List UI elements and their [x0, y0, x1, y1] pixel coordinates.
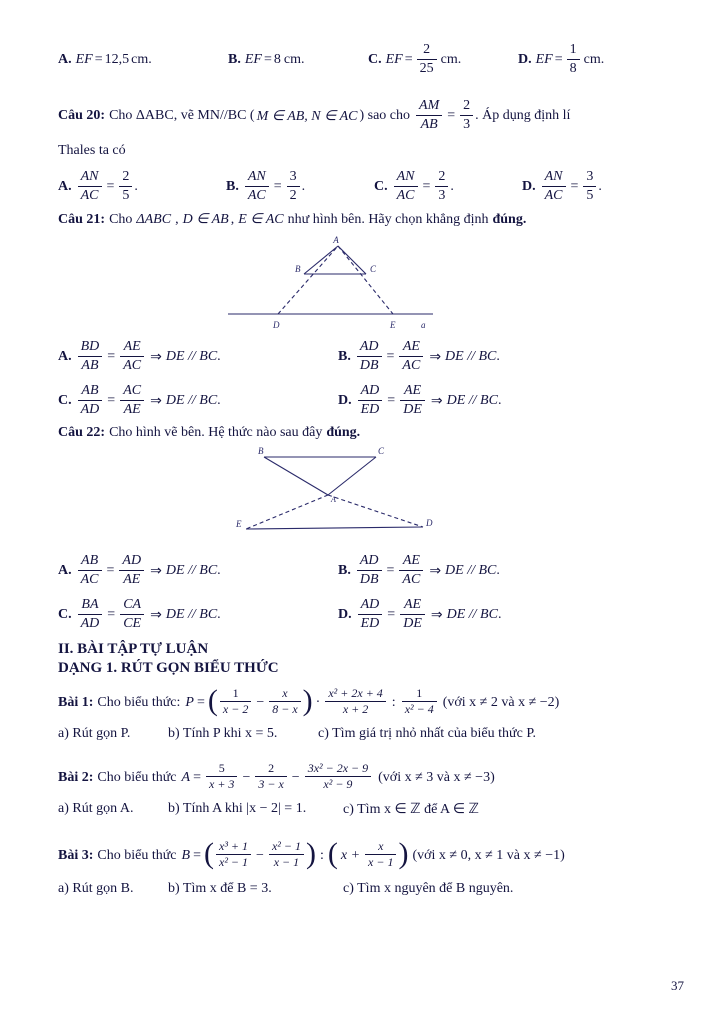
q21-option-c: [58, 383, 338, 419]
right-paren-2: ): [398, 836, 409, 870]
option-value: 12,5: [104, 52, 130, 67]
option-period: .: [217, 563, 221, 578]
equals-sign: =: [273, 179, 282, 194]
conclusion: DE // BC: [165, 349, 218, 364]
implies-sign: ⇒: [150, 607, 162, 623]
fraction-numerator: CA: [120, 596, 144, 615]
question-text-3: . Áp dụng định lí: [475, 108, 571, 123]
exercise-text: Cho biểu thức:: [97, 694, 181, 710]
conclusion: DE // BC: [445, 349, 497, 364]
fraction-numerator: 3: [287, 168, 300, 187]
option-unit: cm: [131, 52, 149, 67]
fraction-numerator: AM: [416, 97, 442, 116]
fraction-denominator: x − 2: [222, 702, 249, 716]
fraction-numerator: 5: [206, 761, 237, 777]
fraction-numerator: AD: [357, 338, 382, 357]
fraction-numerator: x² − 1: [269, 839, 304, 855]
fraction: [567, 41, 580, 77]
question-text: Cho: [109, 211, 133, 227]
fraction-numerator: AN: [394, 168, 418, 187]
option-period: .: [496, 563, 500, 578]
fraction-denominator: x + 2: [342, 702, 369, 716]
option-label: A.: [58, 179, 72, 194]
condition-2: E ∈ AC: [238, 212, 284, 227]
fraction-numerator: AE: [399, 338, 423, 357]
option-unit: cm: [440, 52, 458, 67]
option-unit: cm: [283, 52, 301, 67]
bai3-sub-a: a) Rút gọn B.: [58, 881, 134, 896]
option-label: C.: [368, 52, 382, 67]
option-period: .: [217, 349, 221, 364]
right-paren: ): [302, 683, 313, 717]
equals-sign: =: [94, 52, 103, 67]
exercise-text: Cho biểu thức: [97, 847, 177, 863]
q21-answer-row-2: [58, 383, 678, 419]
fraction-numerator: AD: [358, 382, 383, 401]
fraction-right: [120, 596, 144, 632]
fraction-right: [120, 382, 144, 418]
option-label: D.: [522, 179, 536, 194]
option-label: C.: [58, 607, 72, 622]
equals-sign: =: [193, 769, 201, 785]
fraction-left: [78, 338, 103, 374]
question-text: Cho hình vẽ bên. Hệ thức nào sau đây: [109, 425, 323, 440]
q22-question: [58, 425, 678, 441]
equals-sign: =: [386, 563, 395, 578]
figure-label-E: E: [390, 320, 396, 330]
fraction-denominator: 5: [122, 187, 130, 203]
colon-divide: :: [319, 847, 324, 863]
fraction-numerator: BA: [78, 596, 103, 615]
fraction-numerator: 1: [220, 686, 251, 702]
bai2-statement: [58, 762, 678, 793]
q21-option-b: [338, 339, 500, 375]
fraction-numerator: 2: [255, 761, 286, 777]
fraction-denominator: 8 − x: [272, 702, 298, 716]
conclusion: DE // BC: [165, 607, 218, 622]
fraction-denominator: AC: [123, 357, 142, 373]
fraction-denominator: 5: [586, 187, 594, 203]
option-label: D.: [338, 393, 352, 408]
fraction-numerator: AB: [78, 552, 102, 571]
fraction-denominator: DE: [403, 615, 422, 631]
equals-sign: =: [387, 393, 396, 408]
fraction-an-ac: [542, 168, 566, 204]
fraction-numerator: 2: [417, 41, 437, 60]
question-number: Câu 20:: [58, 108, 106, 123]
fraction-an-ac: [78, 168, 102, 204]
expression-variable: P: [185, 694, 194, 710]
expression-variable: A: [181, 769, 191, 785]
q19-option-a: [58, 52, 228, 68]
implies-sign: ⇒: [430, 607, 443, 623]
fraction-am-ab: [416, 97, 442, 133]
fraction-1: [216, 839, 251, 870]
fraction-denominator: 3 − x: [258, 777, 284, 791]
option-label: B.: [338, 349, 351, 364]
figure-label-C: C: [378, 447, 385, 456]
option-value: 8: [273, 52, 281, 67]
bai1-statement: [58, 683, 678, 718]
option-period: .: [148, 52, 152, 67]
fraction-denominator: ED: [360, 615, 380, 631]
section-heading-2: DẠNG 1. RÚT GỌN BIỂU THỨC: [58, 660, 279, 676]
fraction-value: [460, 97, 473, 133]
fraction-value: [119, 168, 132, 204]
exercise-number: Bài 1:: [58, 694, 94, 710]
exercise-condition: (với x ≠ 0, x ≠ 1 và x ≠ −1): [412, 847, 565, 863]
option-label: B.: [228, 52, 241, 67]
question-number: Câu 22:: [58, 425, 106, 440]
equals-sign: =: [107, 349, 116, 364]
q19-answer-row: [58, 42, 678, 78]
bai3-statement: [58, 836, 678, 871]
fraction-denominator: CE: [123, 615, 142, 631]
fraction-denominator: DB: [359, 571, 379, 587]
fraction-right: [400, 382, 425, 418]
q20-answer-row: [58, 169, 678, 205]
fraction-2: [269, 839, 304, 870]
option-label: C.: [374, 179, 388, 194]
q22-answer-row-2: [58, 597, 678, 633]
fraction-right: [119, 552, 144, 588]
fraction-numerator: AN: [78, 168, 102, 187]
option-unit: cm: [583, 52, 601, 67]
fraction-denominator: AE: [123, 401, 141, 417]
figure-label-C: C: [370, 264, 377, 274]
q20-question: [58, 98, 678, 134]
option-period: .: [450, 179, 454, 194]
equals-sign: =: [193, 847, 201, 863]
q19-option-c: [368, 42, 518, 78]
right-paren-1: ): [305, 836, 316, 870]
fraction-1: [220, 686, 251, 717]
implies-sign: ⇒: [150, 349, 162, 365]
q22-option-d: [338, 597, 501, 633]
equals-sign: =: [263, 52, 272, 67]
q20-option-b: [226, 169, 374, 205]
page-content: [58, 42, 678, 899]
conclusion: DE // BC: [165, 393, 218, 408]
q21-figure: [58, 236, 678, 331]
fraction-denominator: ED: [360, 401, 380, 417]
option-label: D.: [338, 607, 352, 622]
fraction-numerator: AN: [542, 168, 566, 187]
implies-sign: ⇒: [430, 393, 443, 409]
exercise-condition: (với x ≠ 3 và x ≠ −3): [378, 769, 495, 785]
minus-sign-2: −: [291, 769, 300, 785]
fraction-an-ac: [394, 168, 418, 204]
fraction-denominator: x² − 1: [219, 855, 249, 869]
fraction-left: [78, 596, 103, 632]
q21-option-d: [338, 383, 501, 419]
fraction-right: [400, 596, 425, 632]
bai2-sub-c: c) Tìm x ∈ ℤ để A ∈ ℤ: [343, 802, 479, 817]
fraction-denominator: AB: [81, 357, 99, 373]
fraction-denominator: x² − 9: [323, 777, 353, 791]
fraction-left: [78, 552, 102, 588]
fraction-denominator: AC: [402, 357, 421, 373]
left-paren-2: (: [327, 836, 338, 870]
fraction-numerator: 2: [435, 168, 448, 187]
fraction-4: [402, 686, 437, 717]
fraction-right: [120, 338, 144, 374]
fraction-denominator: AC: [80, 571, 99, 587]
exercise-text: Cho biểu thức: [97, 769, 177, 785]
equals-sign: =: [422, 179, 431, 194]
fraction-value: [583, 168, 596, 204]
fraction-numerator: AE: [120, 338, 144, 357]
fraction-2: [255, 761, 286, 792]
fraction-numerator: AC: [120, 382, 144, 401]
left-paren-1: (: [204, 836, 214, 870]
fraction-right: [399, 338, 423, 374]
fraction-numerator: AE: [399, 552, 423, 571]
option-period: .: [496, 349, 500, 364]
fraction-numerator: AB: [78, 382, 103, 401]
implies-sign: ⇒: [429, 563, 442, 579]
conclusion: DE // BC: [446, 393, 498, 408]
fraction-left: [358, 596, 383, 632]
option-label: B.: [338, 563, 351, 578]
bai3-sub-b: b) Tìm x để B = 3.: [168, 881, 272, 896]
fraction-denominator: AB: [420, 116, 438, 132]
bai2-sub-a: a) Rút gọn A.: [58, 801, 134, 816]
fraction-numerator: AE: [400, 382, 425, 401]
figure-label-A: A: [331, 495, 336, 504]
fraction-numerator: AE: [400, 596, 425, 615]
option-label: B.: [226, 179, 239, 194]
comma-2: ,: [230, 211, 235, 227]
option-period: .: [497, 607, 502, 622]
bai1-sub-c: c) Tìm giá trị nhỏ nhất của biểu thức P.: [318, 726, 537, 741]
question-text-2: như hình bên. Hãy chọn khẳng định: [287, 211, 489, 227]
option-period: .: [457, 52, 462, 67]
fraction-numerator: 2: [460, 97, 473, 116]
option-period: .: [301, 179, 306, 194]
figure-label-E: E: [236, 519, 242, 529]
q22-option-c: [58, 597, 338, 633]
question-number: Câu 21:: [58, 211, 106, 227]
figure-label-B: B: [295, 264, 301, 274]
fraction-3: [325, 686, 385, 717]
fraction-numerator: x³ + 1: [216, 839, 251, 855]
equals-sign: =: [570, 179, 579, 194]
fraction-value: [287, 168, 300, 204]
fraction-denominator: DB: [359, 357, 379, 373]
equals-sign: =: [447, 108, 456, 123]
option-label: A.: [58, 52, 72, 67]
option-period: .: [497, 393, 502, 408]
fraction-denominator: AC: [396, 187, 415, 203]
fraction-right: [399, 552, 423, 588]
fraction-numerator: x: [365, 839, 396, 855]
bai3-subquestions: [58, 881, 678, 897]
q19-option-b: [228, 52, 368, 68]
fraction-numerator: x: [269, 686, 300, 702]
expression-variable: B: [181, 847, 191, 863]
q20-option-a: [58, 169, 226, 205]
fraction-numerator: 3x² − 2x − 9: [305, 761, 371, 777]
question-text: Cho ΔABC, vẽ MN//BC (: [109, 108, 255, 123]
option-label: C.: [58, 393, 72, 408]
conclusion: DE // BC: [446, 607, 498, 622]
fraction-numerator: 3: [583, 168, 596, 187]
equals-sign: =: [554, 52, 563, 67]
fraction-left: [358, 382, 383, 418]
option-period: .: [134, 179, 138, 194]
option-expr: EF: [385, 52, 403, 67]
question-emphasis: đúng.: [326, 425, 361, 440]
equals-sign: =: [387, 607, 396, 622]
exercise-number: Bài 2:: [58, 769, 94, 785]
figure-label-A: A: [333, 236, 339, 245]
option-label: A.: [58, 349, 72, 364]
q20-option-c: [374, 169, 522, 205]
fraction-numerator: AD: [119, 552, 144, 571]
equals-sign: =: [106, 563, 115, 578]
implies-sign: ⇒: [150, 393, 162, 409]
fraction-denominator: 2: [289, 187, 297, 203]
figure-label-D: D: [426, 518, 433, 528]
equals-sign: =: [106, 179, 115, 194]
fraction-denominator: AC: [402, 571, 421, 587]
minus-sign: −: [256, 847, 264, 863]
fraction-denominator: AC: [80, 187, 99, 203]
implies-sign: ⇒: [429, 349, 442, 365]
crossed-lines-diagram: [208, 447, 528, 545]
fraction-denominator: 25: [419, 60, 434, 76]
fraction: [417, 41, 437, 77]
triangle-label: ΔABC: [136, 211, 172, 227]
fraction-denominator: x + 3: [209, 777, 235, 791]
x-term: x +: [340, 847, 361, 863]
fraction-left: [78, 382, 103, 418]
page-number: 37: [671, 978, 684, 993]
fraction-denominator: 3: [463, 116, 471, 132]
conclusion: DE // BC: [445, 563, 497, 578]
fraction-numerator: AD: [358, 596, 383, 615]
fraction-denominator: AE: [123, 571, 141, 587]
question-emphasis: đúng.: [492, 211, 527, 227]
fraction-denominator: AD: [80, 401, 100, 417]
triangle-diagram-1: [218, 236, 518, 331]
fraction-3: [305, 761, 371, 792]
bai2-sub-b: b) Tính A khi |x − 2| = 1.: [168, 801, 307, 816]
q20-option-d: [522, 169, 602, 205]
fraction-an-ac: [245, 168, 269, 204]
left-paren: (: [207, 683, 218, 717]
option-period: .: [600, 52, 605, 67]
fraction-denominator: AC: [247, 187, 266, 203]
fraction-denominator: AD: [80, 615, 100, 631]
exercise-condition: (với x ≠ 2 và x ≠ −2): [442, 694, 560, 710]
question-text-2: ) sao cho: [359, 108, 411, 123]
option-period: .: [300, 52, 305, 67]
q21-option-a: [58, 339, 338, 375]
bai2-subquestions: [58, 801, 678, 818]
equals-sign: =: [196, 694, 205, 710]
fraction-denominator: AC: [544, 187, 563, 203]
fraction-numerator: AN: [245, 168, 269, 187]
figure-label-a: a: [421, 320, 426, 330]
comma-1: ,: [175, 211, 179, 227]
conclusion: DE // BC: [165, 563, 218, 578]
bai1-sub-a: a) Rút gọn P.: [58, 726, 131, 741]
question-condition: M ∈ AB, N ∈ AC: [256, 108, 358, 124]
fraction-numerator: 1: [402, 686, 437, 702]
fraction-numerator: BD: [78, 338, 103, 357]
q19-option-d: [518, 42, 604, 78]
fraction-1: [206, 761, 237, 792]
colon-divide: :: [391, 694, 396, 710]
fraction-denominator: 3: [438, 187, 446, 203]
fraction-left: [357, 338, 382, 374]
equals-sign: =: [107, 393, 116, 408]
option-expr: EF: [535, 52, 553, 67]
option-label: A.: [58, 563, 72, 578]
q21-question: [58, 211, 678, 228]
fraction-denominator: DE: [403, 401, 422, 417]
q22-answer-row-1: [58, 553, 678, 589]
q21-answer-row-1: [58, 339, 678, 375]
q22-option-b: [338, 553, 500, 589]
fraction-3: [365, 839, 396, 870]
option-label: D.: [518, 52, 532, 67]
fraction-numerator: AD: [357, 552, 382, 571]
minus-sign-1: −: [242, 769, 251, 785]
fraction-denominator: x − 1: [273, 855, 300, 869]
option-period: .: [598, 179, 602, 194]
bai3-sub-c: c) Tìm x nguyên để B nguyên.: [343, 881, 514, 896]
figure-label-D: D: [273, 320, 280, 330]
option-expr: EF: [244, 52, 262, 67]
exercise-number: Bài 3:: [58, 847, 94, 863]
fraction-denominator: 8: [569, 60, 577, 76]
fraction-left: [357, 552, 382, 588]
option-expr: EF: [75, 52, 93, 67]
option-period: .: [217, 393, 221, 408]
multiply-dot: ·: [315, 694, 321, 710]
q20-question-cont: Thales ta có: [58, 143, 126, 158]
section-heading-1: II. BÀI TẬP TỰ LUẬN: [58, 641, 209, 657]
equals-sign: =: [404, 52, 413, 67]
equals-sign: =: [386, 349, 395, 364]
implies-sign: ⇒: [150, 563, 162, 579]
fraction-2: [269, 686, 300, 717]
equals-sign: =: [107, 607, 116, 622]
fraction-denominator: x² − 4: [404, 702, 434, 716]
q22-figure: [58, 447, 678, 545]
fraction-numerator: x² + 2x + 4: [325, 686, 385, 702]
bai1-sub-b: b) Tính P khi x = 5.: [168, 726, 278, 741]
q22-option-a: [58, 553, 338, 589]
bai1-subquestions: [58, 726, 678, 742]
fraction-denominator: x − 1: [368, 855, 394, 869]
figure-label-B: B: [258, 447, 264, 456]
minus-sign: −: [256, 694, 265, 710]
fraction-value: [435, 168, 448, 204]
option-period: .: [217, 607, 221, 622]
fraction-numerator: 1: [567, 41, 580, 60]
condition-1: D ∈ AB: [182, 212, 229, 227]
fraction-numerator: 2: [119, 168, 132, 187]
